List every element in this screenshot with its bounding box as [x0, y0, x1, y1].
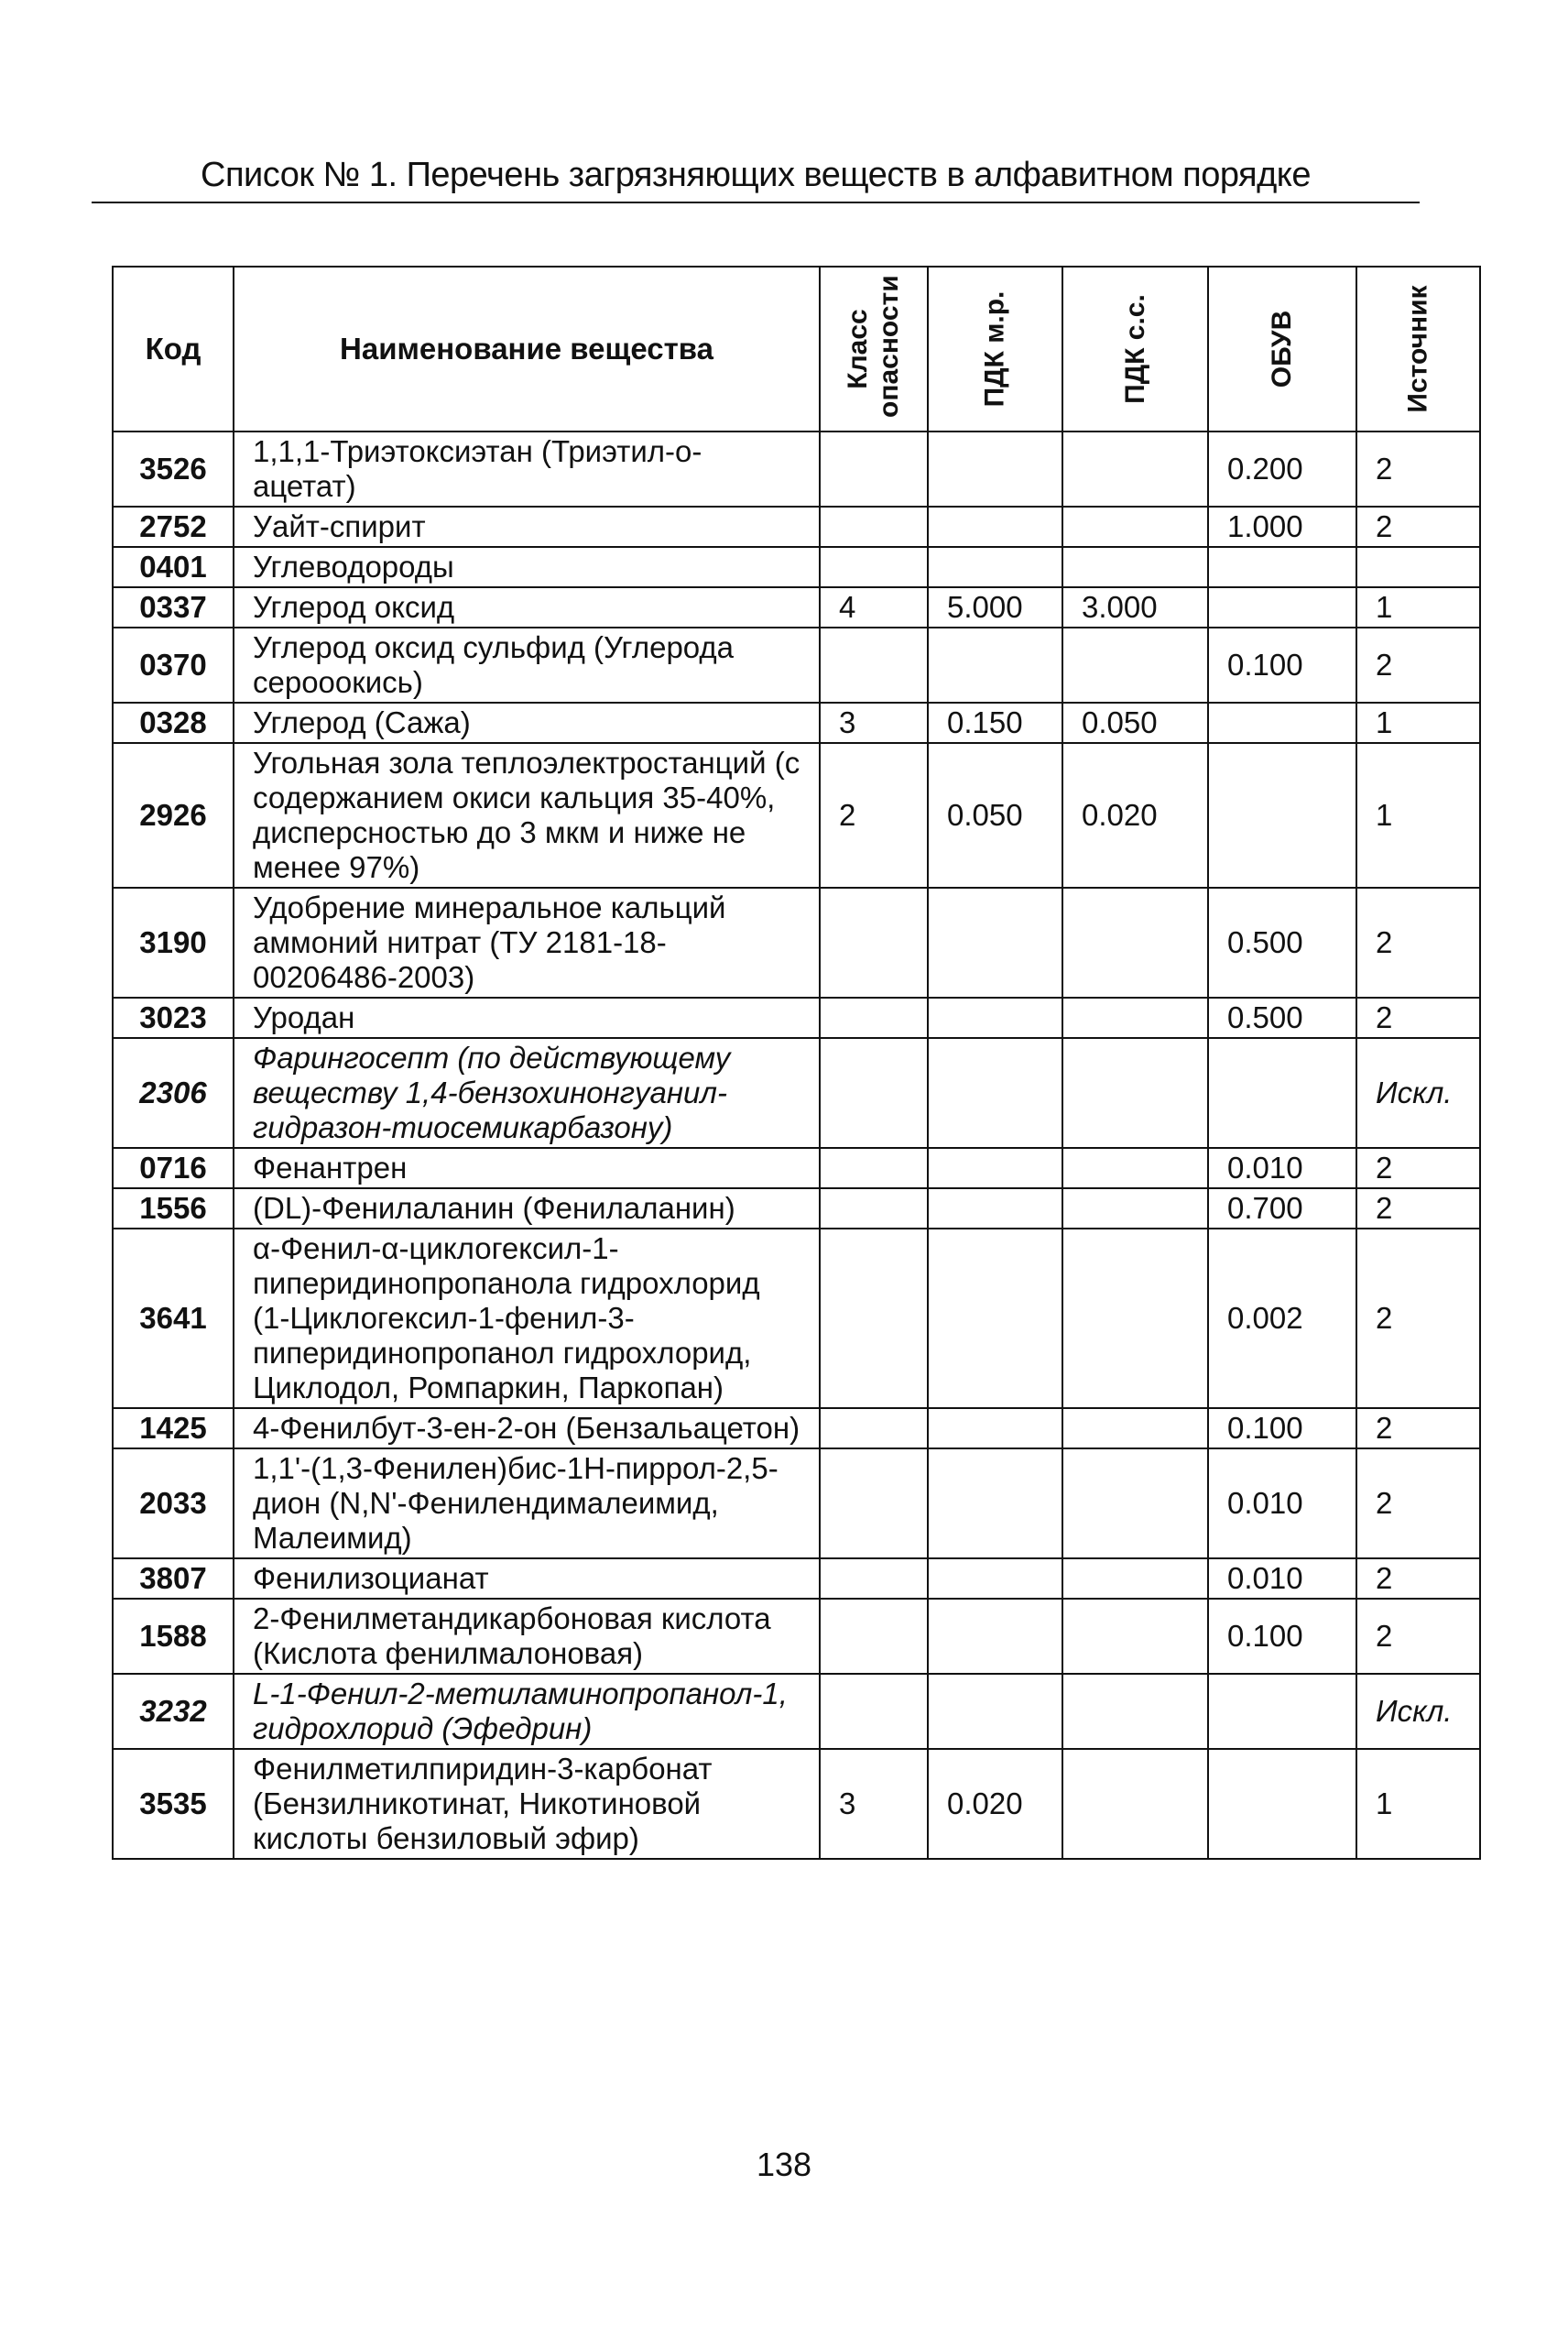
cell-code: 0401 [113, 547, 234, 587]
cell-pdk-mr [928, 1038, 1062, 1148]
cell-pdk-mr [928, 507, 1062, 547]
cell-pdk-ss [1062, 998, 1208, 1038]
header-pdk-mr [928, 267, 1062, 432]
cell-code: 1588 [113, 1599, 234, 1674]
cell-source: 2 [1356, 1599, 1480, 1674]
cell-name: (DL)-Фенилаланин (Фенилаланин) [234, 1188, 820, 1229]
header-hazard-class [820, 267, 928, 432]
cell-obuv: 0.100 [1208, 628, 1356, 703]
cell-pdk-ss [1062, 628, 1208, 703]
cell-obuv [1208, 1038, 1356, 1148]
cell-obuv: 0.500 [1208, 998, 1356, 1038]
cell-name: Углерод оксид сульфид (Углерода серооокись) [234, 628, 820, 703]
cell-pdk-mr [928, 628, 1062, 703]
cell-code: 0370 [113, 628, 234, 703]
cell-name: 4-Фенилбут-3-ен-2-он (Бензальацетон) [234, 1408, 820, 1448]
table-row [113, 1408, 1480, 1448]
cell-name: Угольная зола теплоэлектростанций (с содержанием окиси кальция 35-40%, дисперсностью до 3 мкм и ниже не менее 97%) [234, 743, 820, 888]
cell-pdk-ss [1062, 1448, 1208, 1558]
cell-code: 2752 [113, 507, 234, 547]
cell-code: 3023 [113, 998, 234, 1038]
cell-obuv [1208, 547, 1356, 587]
header-obuv-label: ОБУВ [1266, 310, 1297, 388]
cell-name: Фенантрен [234, 1148, 820, 1188]
cell-source: 2 [1356, 1558, 1480, 1599]
cell-pdk-mr: 0.150 [928, 703, 1062, 743]
cell-name: 1,1,1-Триэтоксиэтан (Триэтил-о-ацетат) [234, 432, 820, 507]
cell-pdk-ss [1062, 1148, 1208, 1188]
table-row [113, 1229, 1480, 1408]
table-row [113, 1148, 1480, 1188]
cell-hazard-class [820, 1448, 928, 1558]
cell-source: 2 [1356, 998, 1480, 1038]
cell-source: Искл. [1356, 1038, 1480, 1148]
cell-pdk-ss [1062, 1599, 1208, 1674]
cell-code: 3807 [113, 1558, 234, 1599]
cell-pdk-ss [1062, 1188, 1208, 1229]
cell-obuv: 0.010 [1208, 1148, 1356, 1188]
table-row [113, 888, 1480, 998]
cell-pdk-mr [928, 432, 1062, 507]
cell-pdk-mr: 0.050 [928, 743, 1062, 888]
cell-code: 3641 [113, 1229, 234, 1408]
cell-hazard-class: 3 [820, 703, 928, 743]
cell-hazard-class [820, 1038, 928, 1148]
cell-obuv: 0.010 [1208, 1448, 1356, 1558]
cell-pdk-ss [1062, 888, 1208, 998]
table-row [113, 1749, 1480, 1859]
cell-obuv [1208, 703, 1356, 743]
cell-name: Уродан [234, 998, 820, 1038]
cell-source: 2 [1356, 1148, 1480, 1188]
cell-code: 2926 [113, 743, 234, 888]
cell-hazard-class [820, 1408, 928, 1448]
header-hazard-class-label: Класс опасности [843, 275, 904, 418]
header-pdk-mr-label: ПДК м.р. [979, 290, 1010, 408]
table-row [113, 587, 1480, 628]
cell-pdk-mr [928, 1408, 1062, 1448]
cell-code: 0328 [113, 703, 234, 743]
cell-hazard-class [820, 1188, 928, 1229]
cell-name: Фарингосепт (по действующему веществу 1,4-бензохинонгуанил-гидразон-тиосемикарбазону) [234, 1038, 820, 1148]
cell-name: Углерод (Сажа) [234, 703, 820, 743]
cell-pdk-ss [1062, 1038, 1208, 1148]
page-number: 138 [756, 2146, 812, 2183]
table-header-row [113, 267, 1480, 432]
cell-hazard-class [820, 1674, 928, 1749]
cell-name: Уайт-спирит [234, 507, 820, 547]
cell-obuv: 0.200 [1208, 432, 1356, 507]
cell-hazard-class [820, 888, 928, 998]
table-row [113, 1558, 1480, 1599]
cell-code: 3232 [113, 1674, 234, 1749]
table-row [113, 703, 1480, 743]
cell-hazard-class [820, 1229, 928, 1408]
cell-pdk-mr [928, 888, 1062, 998]
table-row [113, 547, 1480, 587]
cell-hazard-class [820, 432, 928, 507]
cell-source: 1 [1356, 587, 1480, 628]
cell-hazard-class: 4 [820, 587, 928, 628]
cell-name: Углеводороды [234, 547, 820, 587]
cell-source: 2 [1356, 888, 1480, 998]
cell-pdk-mr [928, 1599, 1062, 1674]
cell-name: 1,1'-(1,3-Фенилен)бис-1Н-пиррол-2,5-дион (N,N'-Фенилендималеимид, Малеимид) [234, 1448, 820, 1558]
cell-pdk-mr [928, 547, 1062, 587]
cell-pdk-mr: 0.020 [928, 1749, 1062, 1859]
cell-source: 2 [1356, 432, 1480, 507]
cell-source: 1 [1356, 743, 1480, 888]
cell-pdk-mr [928, 998, 1062, 1038]
cell-code: 1425 [113, 1408, 234, 1448]
header-pdk-ss-label: ПДК с.с. [1119, 294, 1150, 404]
cell-name: Фенилметилпиридин-3-карбонат (Бензилникотинат, Никотиновой кислоты бензиловый эфир) [234, 1749, 820, 1859]
table-row [113, 628, 1480, 703]
cell-name: 2-Фенилметандикарбоновая кислота (Кислота фенилмалоновая) [234, 1599, 820, 1674]
cell-pdk-mr [928, 1674, 1062, 1749]
cell-pdk-mr [928, 1448, 1062, 1558]
cell-hazard-class [820, 547, 928, 587]
title-divider [92, 202, 1420, 203]
cell-pdk-ss [1062, 1229, 1208, 1408]
cell-pdk-ss [1062, 1674, 1208, 1749]
cell-code: 3535 [113, 1749, 234, 1859]
cell-obuv: 0.700 [1208, 1188, 1356, 1229]
cell-hazard-class [820, 998, 928, 1038]
cell-hazard-class [820, 507, 928, 547]
cell-name: L-1-Фенил-2-метиламинопропанол-1, гидрохлорид (Эфедрин) [234, 1674, 820, 1749]
cell-source: 2 [1356, 1448, 1480, 1558]
header-code: Код [113, 267, 234, 432]
header-obuv [1208, 267, 1356, 432]
header-source [1356, 267, 1480, 432]
cell-code: 0337 [113, 587, 234, 628]
cell-source: Искл. [1356, 1674, 1480, 1749]
cell-source: 2 [1356, 1408, 1480, 1448]
header-name: Наименование вещества [234, 267, 820, 432]
page-title: Список № 1. Перечень загрязняющих веществ в алфавитном порядке [201, 156, 1311, 194]
table-row [113, 432, 1480, 507]
table-row [113, 1038, 1480, 1148]
cell-hazard-class [820, 1148, 928, 1188]
cell-obuv: 0.010 [1208, 1558, 1356, 1599]
cell-obuv [1208, 1674, 1356, 1749]
cell-pdk-mr [928, 1188, 1062, 1229]
cell-source: 2 [1356, 507, 1480, 547]
table-row [113, 1188, 1480, 1229]
cell-hazard-class [820, 1599, 928, 1674]
table-row [113, 507, 1480, 547]
cell-pdk-mr [928, 1229, 1062, 1408]
cell-obuv: 0.500 [1208, 888, 1356, 998]
cell-pdk-ss [1062, 1558, 1208, 1599]
cell-source [1356, 547, 1480, 587]
cell-obuv [1208, 1749, 1356, 1859]
table-row [113, 1674, 1480, 1749]
substances-table [112, 266, 1481, 1860]
cell-pdk-ss: 0.050 [1062, 703, 1208, 743]
cell-code: 2306 [113, 1038, 234, 1148]
cell-obuv [1208, 743, 1356, 888]
table-row [113, 743, 1480, 888]
cell-obuv [1208, 587, 1356, 628]
cell-name: Удобрение минеральное кальций аммоний нитрат (ТУ 2181-18-00206486-2003) [234, 888, 820, 998]
header-pdk-ss [1062, 267, 1208, 432]
cell-pdk-ss [1062, 1749, 1208, 1859]
cell-source: 2 [1356, 1229, 1480, 1408]
cell-pdk-mr [928, 1558, 1062, 1599]
cell-obuv: 0.100 [1208, 1408, 1356, 1448]
table-row [113, 1448, 1480, 1558]
cell-name: α-Фенил-α-циклогексил-1-пиперидинопропанола гидрохлорид (1-Циклогексил-1-фенил-3-пиперидинопропанол гидрохлорид, Циклодол, Ромпаркин, Паркопан) [234, 1229, 820, 1408]
cell-code: 1556 [113, 1188, 234, 1229]
cell-pdk-ss: 0.020 [1062, 743, 1208, 888]
cell-code: 2033 [113, 1448, 234, 1558]
cell-code: 0716 [113, 1148, 234, 1188]
cell-source: 2 [1356, 1188, 1480, 1229]
cell-pdk-ss [1062, 432, 1208, 507]
cell-pdk-ss: 3.000 [1062, 587, 1208, 628]
cell-source: 1 [1356, 1749, 1480, 1859]
header-source-label: Источник [1402, 285, 1433, 413]
cell-hazard-class [820, 628, 928, 703]
cell-obuv: 0.100 [1208, 1599, 1356, 1674]
cell-hazard-class [820, 1558, 928, 1599]
cell-pdk-mr [928, 1148, 1062, 1188]
cell-hazard-class: 3 [820, 1749, 928, 1859]
table-row [113, 1599, 1480, 1674]
cell-pdk-mr: 5.000 [928, 587, 1062, 628]
cell-pdk-ss [1062, 507, 1208, 547]
cell-pdk-ss [1062, 547, 1208, 587]
cell-code: 3190 [113, 888, 234, 998]
table-row [113, 998, 1480, 1038]
cell-obuv: 0.002 [1208, 1229, 1356, 1408]
cell-hazard-class: 2 [820, 743, 928, 888]
cell-source: 1 [1356, 703, 1480, 743]
cell-pdk-ss [1062, 1408, 1208, 1448]
cell-name: Фенилизоцианат [234, 1558, 820, 1599]
cell-name: Углерод оксид [234, 587, 820, 628]
cell-code: 3526 [113, 432, 234, 507]
cell-obuv: 1.000 [1208, 507, 1356, 547]
cell-source: 2 [1356, 628, 1480, 703]
